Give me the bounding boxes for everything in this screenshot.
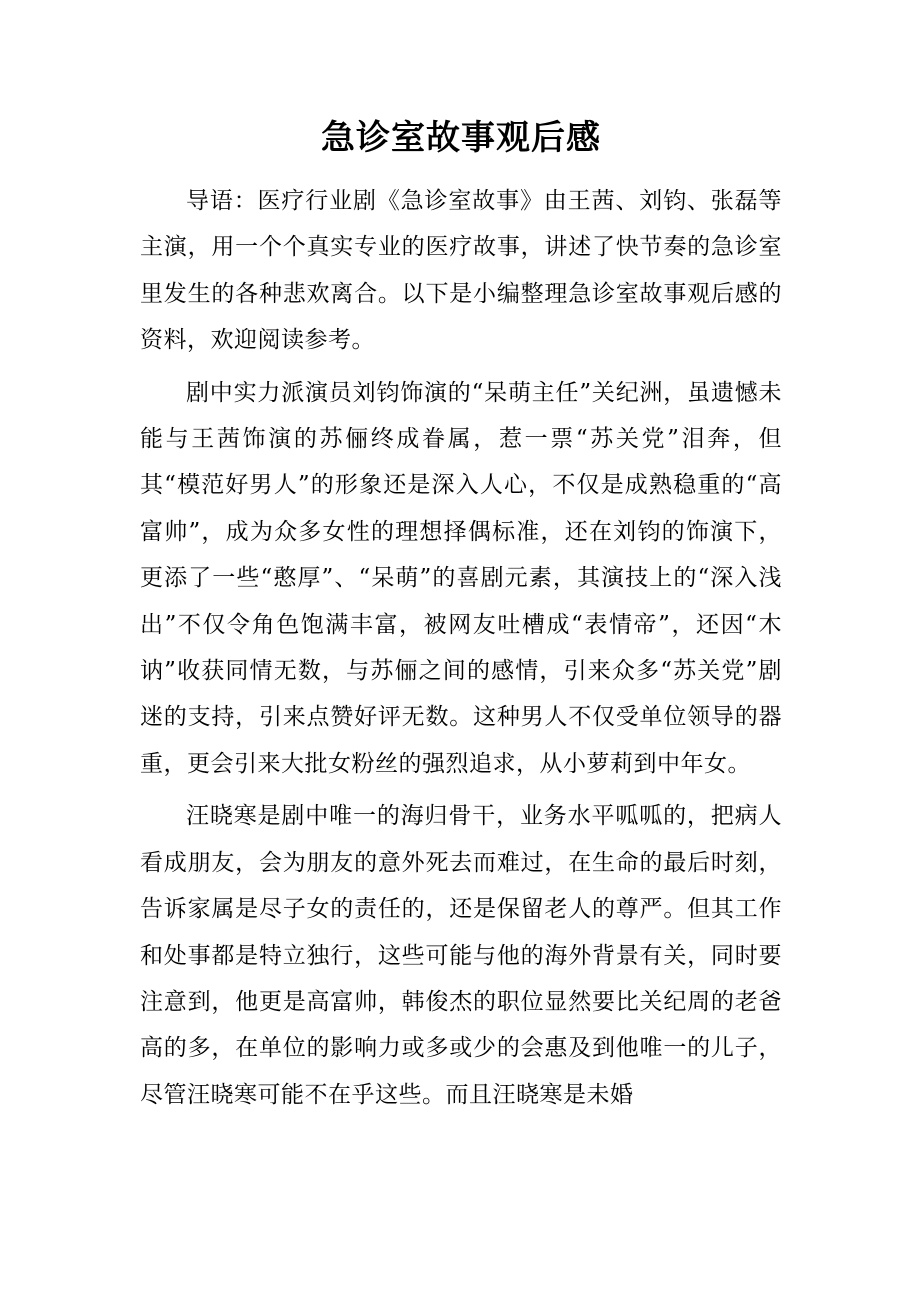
document-title: 急诊室故事观后感 xyxy=(321,118,601,158)
body-paragraph-guan-jizhou: 剧中实力派演员刘钧饰演的“呆萌主任”关纪洲，虽遗憾未能与王茜饰演的苏俪终成眷属，惹一票“苏关党”泪奔，但其“模范好男人”的形象还是深入人心，不仅是成熟稳重的“高富帅”，成为众多女性的理想择偶标准，还在刘钧的饰演下，更添了一些“憨厚”、“呆萌”的喜剧元素，其演技上的“深入浅出”不仅令角色饱满丰富，被网友吐槽成“表情帝”，还因“木讷”收获同情无数，与苏俪之间的感情，引来众多“苏关党”剧迷的支持，引来点赞好评无数。这种男人不仅受单位领导的器重，更会引来大批女粉丝的强烈追求，从小萝莉到中年女。 xyxy=(140,379,782,777)
body-paragraph-wang-xiaohan: 汪晓寒是剧中唯一的海归骨干，业务水平呱呱的，把病人看成朋友，会为朋友的意外死去而难过，在生命的最后时刻，告诉家属是尽子女的责任的，还是保留老人的尊严。但其工作和处事都是特立独行，这些可能与他的海外背景有关，同时要注意到，他更是高富帅，韩俊杰的职位显然要比关纪周的老爸高的多，在单位的影响力或多或少的会惠及到他唯一的儿子，尽管汪晓寒可能不在乎这些。而且汪晓寒是未婚 xyxy=(140,803,782,1108)
intro-paragraph: 导语：医疗行业剧《急诊室故事》由王茜、刘钧、张磊等主演，用一个个真实专业的医疗故事，讲述了快节奏的急诊室里发生的各种悲欢离合。以下是小编整理急诊室故事观后感的资料，欢迎阅读参考。 xyxy=(140,188,782,354)
document-page xyxy=(140,0,782,1118)
